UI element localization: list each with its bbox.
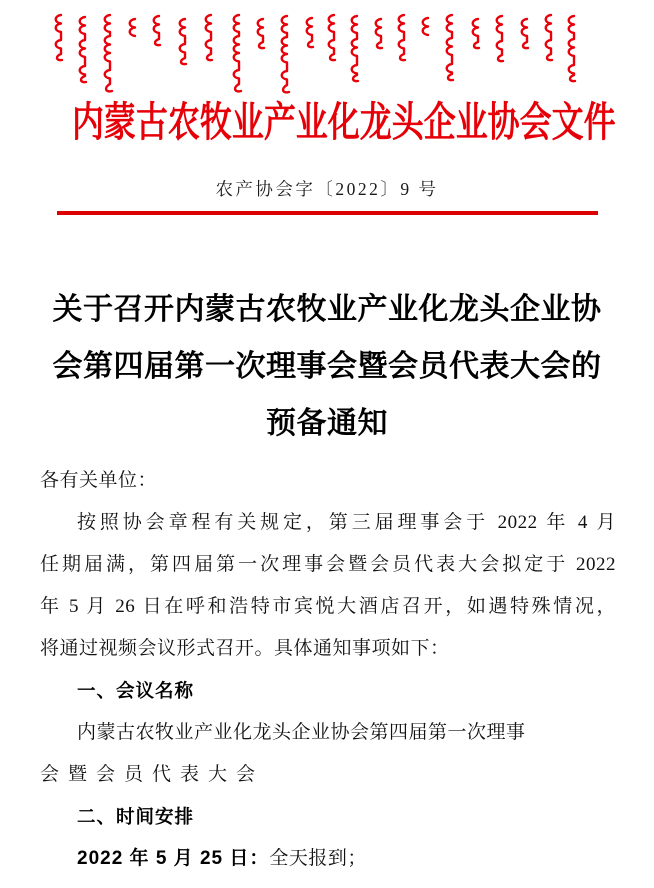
section-1-content-line: 会暨会员代表大会 [40,763,265,785]
notice-title [0,281,654,452]
notice-title-line-2: 会第四届第一次理事会暨会员代表大会的 [52,349,602,383]
section-1-content-line: 内蒙古农牧业产业化龙头企业协会第四届第一次理事 [77,721,526,743]
document-number: 农产协会字〔2022〕9 号 [215,179,439,199]
official-document-page [0,6,654,888]
paragraph-line: 任期届满，第四届第一次理事会暨会员代表大会拟定于 2022 [40,553,616,575]
paragraph-line: 年 5 月 26 日在呼和浩特市宾悦大酒店召开，如遇特殊情况， [40,595,616,617]
red-divider-rule [57,211,598,215]
notice-body [40,460,616,880]
paragraph-line: 将通过视频会议形式召开。具体通知事项如下： [40,637,450,659]
schedule-line [40,838,616,880]
mongolian-script-banner-icon [7,6,647,94]
section-2-heading: 二、时间安排 [77,805,195,827]
notice-title-line-3: 预备通知 [266,406,388,440]
notice-title-line-1: 关于召开内蒙古农牧业产业化龙头企业协 [52,292,602,326]
schedule-date: 2022 年 5 月 25 日： [77,847,270,869]
schedule-activity: 全天报到； [269,847,367,869]
section-1-heading: 一、会议名称 [77,679,195,701]
salutation-line: 各有关单位： [40,469,158,491]
organization-letterhead-title: 内蒙古农牧业产业化龙头企业协会文件 [71,99,616,145]
paragraph-line: 按照协会章程有关规定，第三届理事会于 2022 年 4 月 [77,511,616,533]
